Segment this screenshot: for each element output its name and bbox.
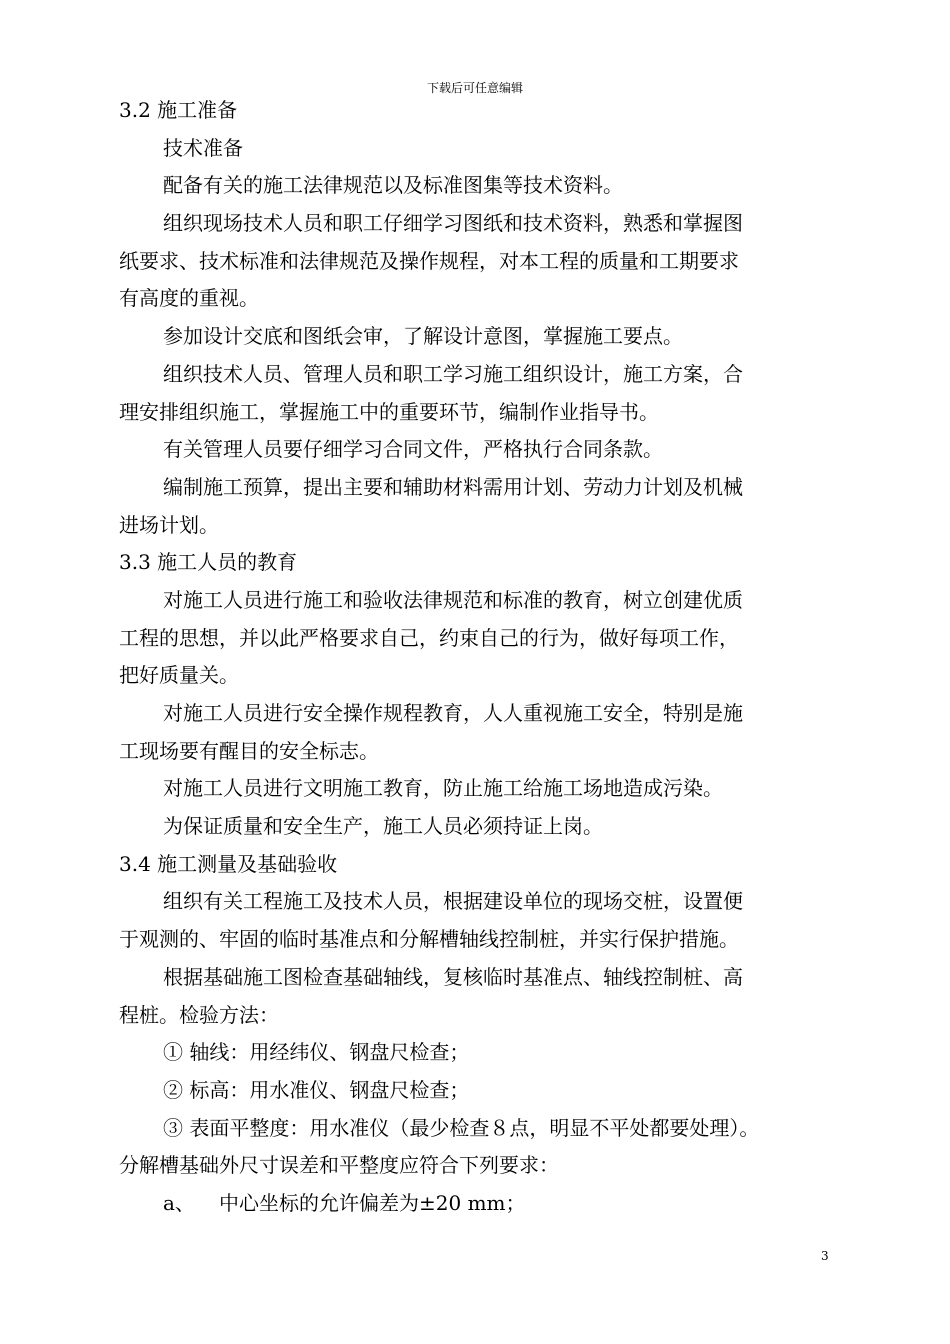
page-number: 3 [821,1249,829,1263]
list-item-a [119,1185,839,1223]
paragraph-line: 程桩。检验方法： [119,1002,279,1027]
paragraph-line: 编制施工预算，提出主要和辅助材料需用计划、劳动力计划及机械 [163,474,743,499]
paragraph-line: 技术准备 [163,135,243,160]
section-heading: 3.2 施工准备 [119,98,238,122]
list-item: ③ 表面平整度：用水准仪（最少检查８点，明显不平处都要处理）。 [163,1115,760,1140]
paragraph-line: 对施工人员进行安全操作规程教育，人人重视施工安全，特别是施 [163,701,743,725]
paragraph-line: 根据基础施工图检查基础轴线，复核临时基准点、轴线控制桩、高 [163,964,743,989]
list-item-a-text: 中心坐标的允许偏差为±20 mm； [219,1190,526,1215]
paragraph-line: 配备有关的施工法律规范以及标准图集等技术资料。 [163,173,623,198]
document-body [119,92,839,1223]
paragraph-line: 对施工人员进行文明施工教育，防止施工给施工场地造成污染。 [163,776,723,801]
paragraph-line: 于观测的、牢固的临时基准点和分解槽轴线控制桩，并实行保护措施。 [119,927,739,952]
list-item-a-label: a、 [163,1190,195,1215]
paragraph-line: 组织有关工程施工及技术人员，根据建设单位的现场交桩，设置便 [163,889,743,914]
paragraph-line: 理安排组织施工，掌握施工中的重要环节，编制作业指导书。 [119,399,659,424]
paragraph-line: 纸要求、技术标准和法律规范及操作规程，对本工程的质量和工期要求 [119,248,739,273]
list-item: ② 标高：用水准仪、钢盘尺检查； [163,1077,470,1102]
list-item: ① 轴线：用经纬仪、钢盘尺检查； [163,1040,470,1065]
paragraph-line: 分解槽基础外尺寸误差和平整度应符合下列要求： [119,1153,559,1178]
section-heading: 3.4 施工测量及基础验收 [119,851,338,876]
paragraph-line: 对施工人员进行施工和验收法律规范和标准的教育，树立创建优质 [163,587,743,612]
paragraph-line: 为保证质量和安全生产，施工人员必须持证上岗。 [163,814,603,839]
paragraph-line: 组织现场技术人员和职工仔细学习图纸和技术资料，熟悉和掌握图 [163,211,743,236]
paragraph-line: 把好质量关。 [119,663,239,688]
page-header: 下载后可任意编辑 [426,81,523,95]
paragraph-line: 进场计划。 [119,512,219,537]
paragraph-line: 组织技术人员、管理人员和职工学习施工组织设计，施工方案，合 [163,361,743,386]
paragraph-line: 工程的思想，并以此严格要求自己，约束自己的行为，做好每项工作， [119,625,739,650]
paragraph-line: 有关管理人员要仔细学习合同文件，严格执行合同条款。 [163,437,663,462]
paragraph-line: 参加设计交底和图纸会审，了解设计意图，掌握施工要点。 [163,324,683,349]
paragraph-line: 有高度的重视。 [119,286,259,311]
section-heading: 3.3 施工人员的教育 [119,550,298,575]
paragraph-line: 工现场要有醒目的安全标志。 [119,738,379,763]
